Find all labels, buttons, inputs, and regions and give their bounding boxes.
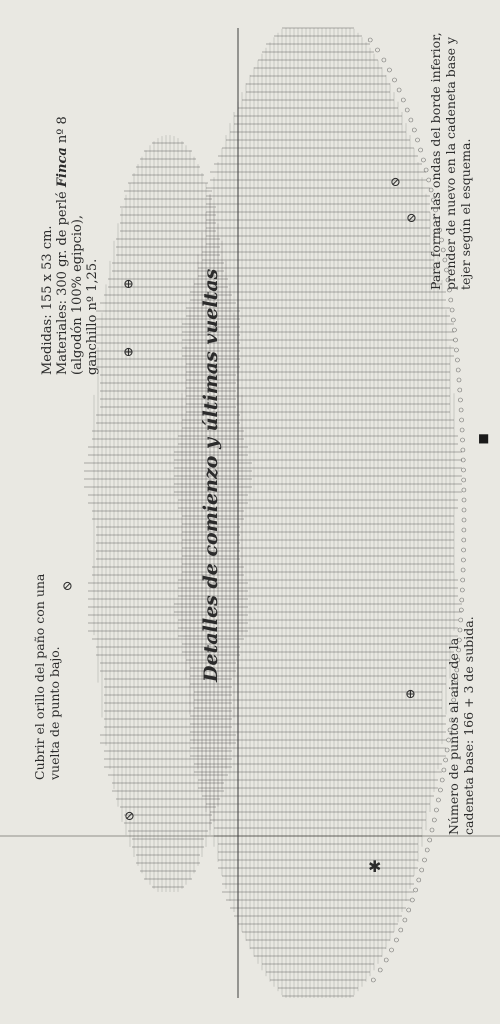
edge-note: Cubrir el orillo del paño con una vuelta de punto bajo. [32,573,62,780]
right-panel-columns [182,28,454,998]
left-panel-rows [84,143,252,887]
chart-title: Detalles de comienzo y últimas vueltas [200,268,222,682]
cut-symbol: ⊘ [390,175,401,190]
join-symbol: ⊕ [123,277,134,292]
pattern-materials-info [40,116,100,375]
join-symbol: ⊕ [405,687,416,702]
brand-name: Finca [55,147,70,188]
cut-symbol: ⊘ [124,809,135,824]
algodon-text: (algodón 100% egipcio), [70,214,85,375]
cut-symbol: ⊘ [62,579,73,594]
join-symbol: ⊕ [123,345,134,360]
start-star-symbol: ✱ [368,857,382,876]
cut-symbol: ⊘ [406,211,417,226]
end-square-symbol: ■ [478,431,490,445]
stitch-grid [84,28,466,998]
chain-count-note: Número de puntos al aire de la cadeneta base: 166 + 3 de subida. [446,616,476,835]
medidas-text: Medidas: 155 x 53 cm. [40,225,55,375]
waves-instruction-note: Para formar las ondas del borde inferior, prender de nuevo en la cadeneta base y tejer según el esquema. [428,32,473,290]
materiales-text: Materiales: 300 gr. de perlé Finca nº 8 [55,116,70,375]
ganchillo-text: ganchillo nº 1,25. [85,258,100,375]
